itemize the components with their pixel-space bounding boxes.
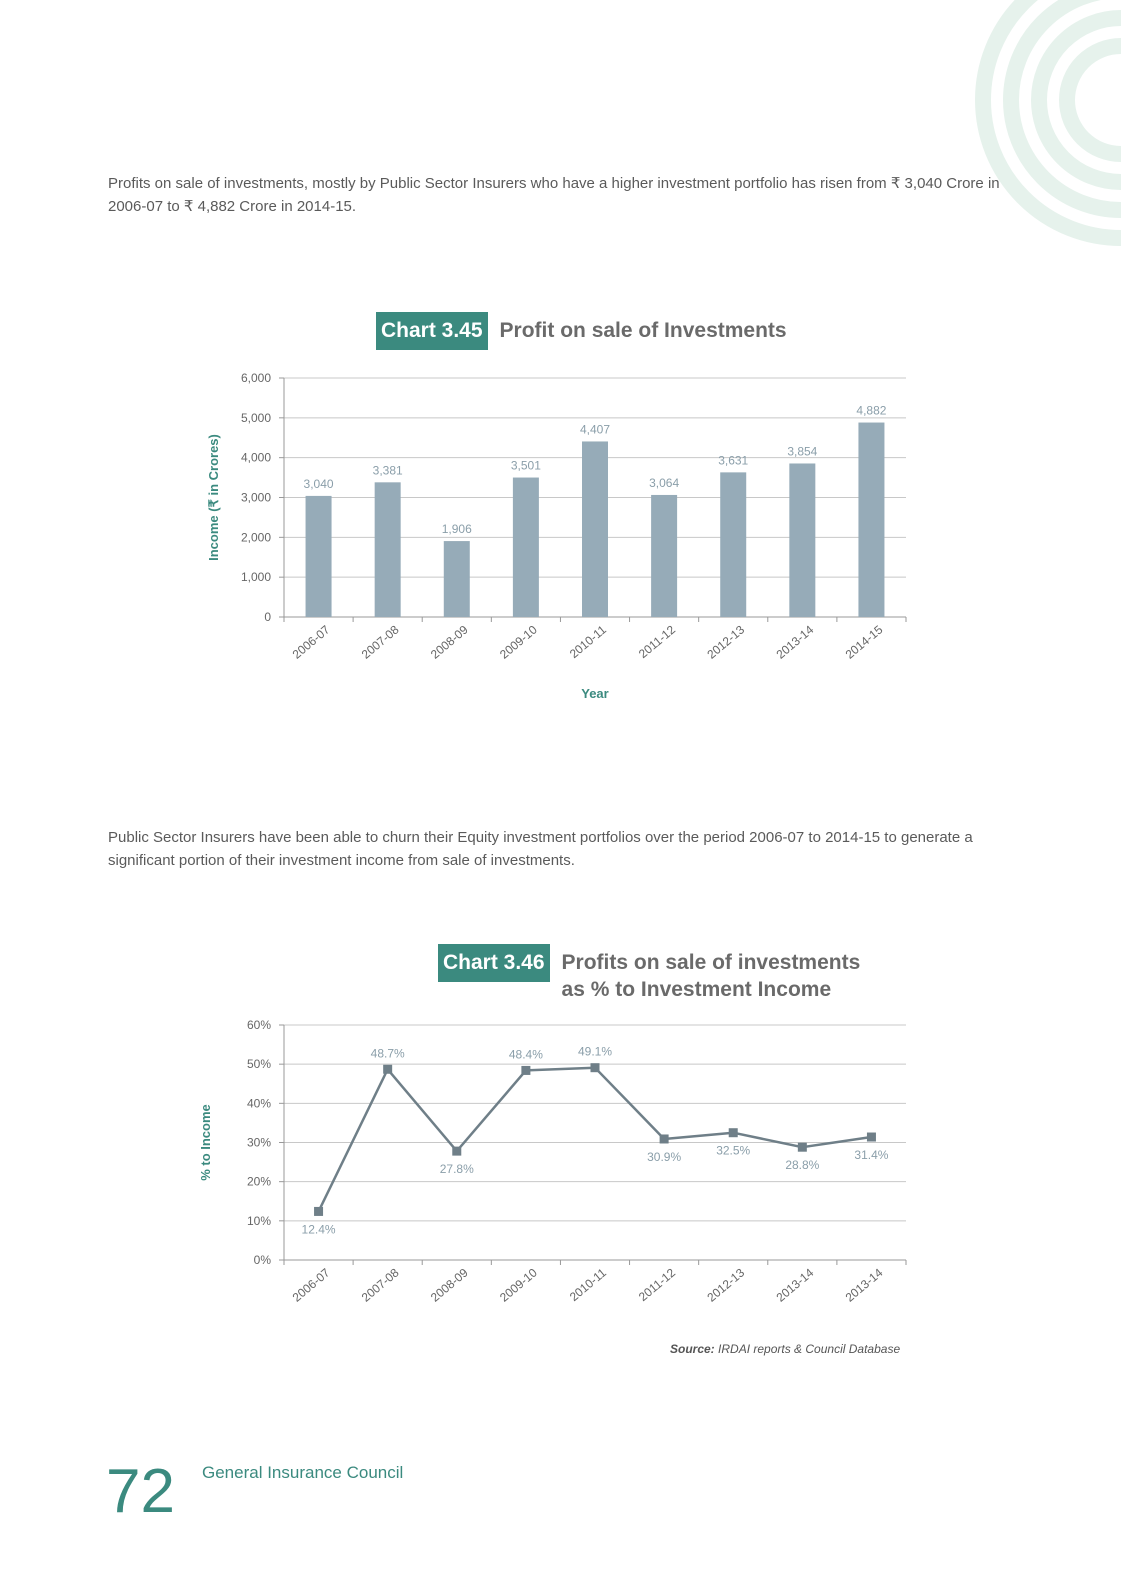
data-point-0 [314,1207,323,1216]
data-label: 30.9% [647,1149,682,1164]
y-tick-label: 1,000 [240,570,271,585]
y-tick-label: 5,000 [240,410,271,425]
bar-2012-13 [720,472,746,617]
x-tick-label: 2011-12 [635,622,679,662]
data-point-5 [660,1134,669,1143]
data-point-6 [729,1128,738,1137]
y-tick-label: 0 [264,610,271,624]
chart-title-line-2: as % to Investment Income [561,978,832,1001]
y-tick-label: 4,000 [240,450,271,465]
data-label: 3,854 [787,444,818,459]
x-tick-label: 2007-08 [358,1265,402,1305]
intro-paragraph: Profits on sale of investments, mostly by Public Sector Insurers who have a higher investment portfolio has risen from ₹ 3,040 Crore in 2006-07 to ₹ 4,882 Crore in 2014-15. [108,175,1000,215]
churn-paragraph: Public Sector Insurers have been able to churn their Equity investment portfolios over the period 2006-07 to 2014-15 to generate a significant portion of their investment income from sale of investments. [108,829,973,869]
x-tick-label: 2009-10 [497,622,540,662]
x-tick-label: 2012-13 [704,1265,748,1305]
x-tick-label: 2008-09 [427,622,471,662]
y-tick-label: 20% [246,1174,271,1189]
decorative-arcs [900,0,1121,270]
y-axis-title: % to Income [198,1104,213,1181]
x-tick-label: 2010-11 [566,622,609,662]
chart-title [562,949,861,1003]
data-label: 4,407 [579,422,611,437]
data-label: 1,906 [441,522,472,537]
data-point-8 [867,1133,876,1142]
source-note [670,1342,900,1356]
y-axis-title: Income (₹ in Crores) [206,434,221,561]
data-label: 4,882 [856,403,887,418]
y-tick-label: 0% [253,1253,271,1267]
decorative-arc [1067,46,1121,154]
x-tick-label: 2011-12 [635,1265,679,1305]
y-tick-label: 2,000 [240,530,271,545]
footer-organization: General Insurance Council [202,1463,404,1482]
x-tick-label: 2008-09 [427,1265,471,1305]
bar-2006-07 [306,496,332,617]
y-tick-label: 40% [246,1096,271,1111]
bar-2009-10 [513,478,539,617]
y-tick-label: 10% [246,1213,271,1228]
data-label: 3,501 [510,458,541,473]
data-label: 3,040 [303,476,334,491]
source-label: Source: [670,1342,715,1356]
bar-2011-12 [651,495,677,617]
chart-3-46-heading [438,944,860,1003]
chart-title-line-1: Profits on sale of investments [561,951,861,974]
bar-2007-08 [375,482,401,617]
chart-number-badge: Chart 3.45 [376,312,488,350]
bar-2014-15 [858,423,884,617]
data-label: 48.4% [508,1047,543,1062]
data-label: 31.4% [854,1148,889,1163]
y-tick-label: 3,000 [240,490,271,505]
page-number: 72 [106,1457,175,1526]
x-tick-label: 2010-11 [566,1265,609,1305]
x-tick-label: 2006-07 [289,1265,333,1305]
data-label: 32.5% [716,1143,751,1158]
chart-3-45-heading [376,312,787,350]
y-tick-label: 30% [246,1135,271,1150]
data-point-4 [591,1063,600,1072]
data-label: 3,381 [372,463,403,478]
chart-number-badge: Chart 3.46 [438,944,550,982]
x-tick-label: 2013-14 [773,1265,817,1305]
data-label: 3,064 [649,475,680,490]
x-tick-label: 2014-15 [842,622,886,662]
bar-2013-14 [789,463,815,617]
x-tick-label: 2013-14 [842,1265,886,1305]
x-tick-label: 2006-07 [289,622,333,662]
data-label: 12.4% [301,1222,336,1237]
bar-2010-11 [582,441,608,617]
series-line [319,1068,872,1212]
data-label: 48.7% [370,1046,405,1061]
data-label: 3,631 [718,453,749,468]
data-point-7 [798,1143,807,1152]
x-tick-label: 2013-14 [773,622,817,662]
source-text: IRDAI reports & Council Database [718,1342,901,1356]
data-label: 28.8% [785,1158,820,1173]
data-label: 27.8% [439,1162,474,1177]
percent-line-chart [0,1010,1121,1310]
bar-2008-09 [444,541,470,617]
data-point-3 [521,1066,530,1075]
y-tick-label: 50% [246,1057,271,1072]
y-tick-label: 60% [246,1018,271,1032]
x-tick-label: 2007-08 [358,622,402,662]
profit-bar-chart [0,360,1121,710]
x-axis-title: Year [581,686,609,701]
x-tick-label: 2009-10 [497,1265,540,1305]
y-tick-label: 6,000 [240,371,271,385]
chart-title: Profit on sale of Investments [499,319,787,342]
x-tick-label: 2012-13 [704,622,748,662]
data-point-2 [452,1147,461,1156]
data-point-1 [383,1065,392,1074]
data-label: 49.1% [577,1044,613,1059]
